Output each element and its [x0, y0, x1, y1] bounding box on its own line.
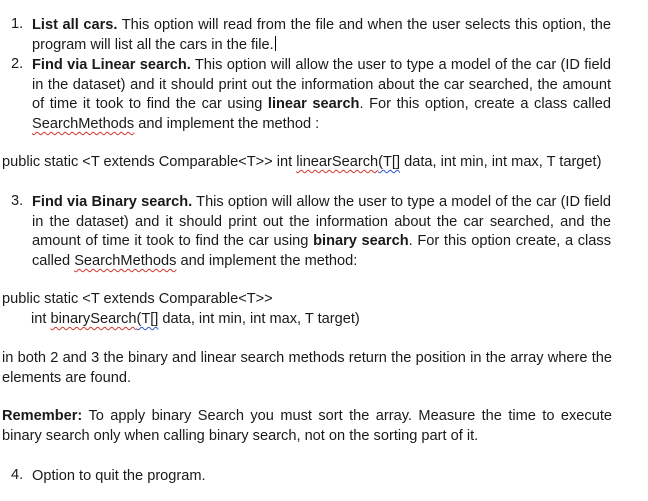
list-number: 3.	[11, 193, 24, 209]
item-body: . For this option create, a class called	[32, 233, 612, 269]
class-name: SearchMethods	[74, 252, 177, 269]
linear-search-signature[interactable]	[2, 153, 601, 173]
item-emphasis: binary search	[313, 233, 409, 250]
array-param: (T[]	[378, 154, 401, 170]
item-body: and implement the method:	[176, 252, 358, 269]
list-item-text[interactable]	[32, 56, 611, 134]
item-body: and implement the method :	[134, 115, 320, 132]
signature-params: data, int min, int max, T target)	[158, 311, 360, 327]
item-body: This option will allow the user to type a model of the car (ID field in the dataset) and it should print out the information about the car searched, and the amount of time it took to find the car using	[32, 194, 611, 250]
binary-search-signature-line1[interactable]: public static <T extends Comparable<T>>	[2, 291, 273, 307]
item-body: . For this option, create a class called	[359, 96, 611, 113]
remember-label: Remember:	[2, 408, 83, 424]
binary-search-signature-line2[interactable]	[31, 310, 360, 330]
method-name: binarySearch	[50, 311, 137, 327]
item-body: This option will allow the user to type a model of the car (ID field in the dataset) and it should print out the information about the car searched, the amount of time it took to find the car using	[32, 57, 611, 113]
list-number: 1.	[11, 16, 24, 32]
item-emphasis: linear search	[267, 96, 360, 113]
list-number: 2.	[11, 56, 24, 72]
both-methods-paragraph[interactable]: in both 2 and 3 the binary and linear search methods return the position in the array where the elements are found.	[2, 350, 612, 386]
list-item-text[interactable]	[32, 193, 611, 271]
list-number: 4.	[11, 467, 24, 483]
remember-text: To apply binary Search you must sort the array. Measure the time to execute binary search only when calling binary search, not on the sorting part of it.	[2, 408, 612, 444]
list-item-text[interactable]: Option to quit the program.	[32, 468, 206, 484]
signature-prefix: public static <T extends Comparable<T>> int	[2, 154, 297, 170]
class-name: SearchMethods	[32, 115, 135, 132]
list-item-text[interactable]	[32, 16, 611, 55]
array-param: (T[]	[136, 311, 159, 327]
item-body: This option will read from the file and when the user selects this option, the program will list all the cars in the file.	[32, 17, 611, 53]
remember-paragraph[interactable]	[2, 407, 612, 446]
item-heading: List all cars.	[32, 17, 118, 33]
method-name: linearSearch	[296, 154, 379, 170]
item-heading: Find via Binary search.	[32, 194, 193, 210]
item-heading: Find via Linear search.	[32, 57, 191, 73]
signature-prefix: int	[31, 311, 51, 327]
text-cursor	[275, 36, 276, 51]
signature-params: data, int min, int max, T target)	[400, 154, 602, 170]
